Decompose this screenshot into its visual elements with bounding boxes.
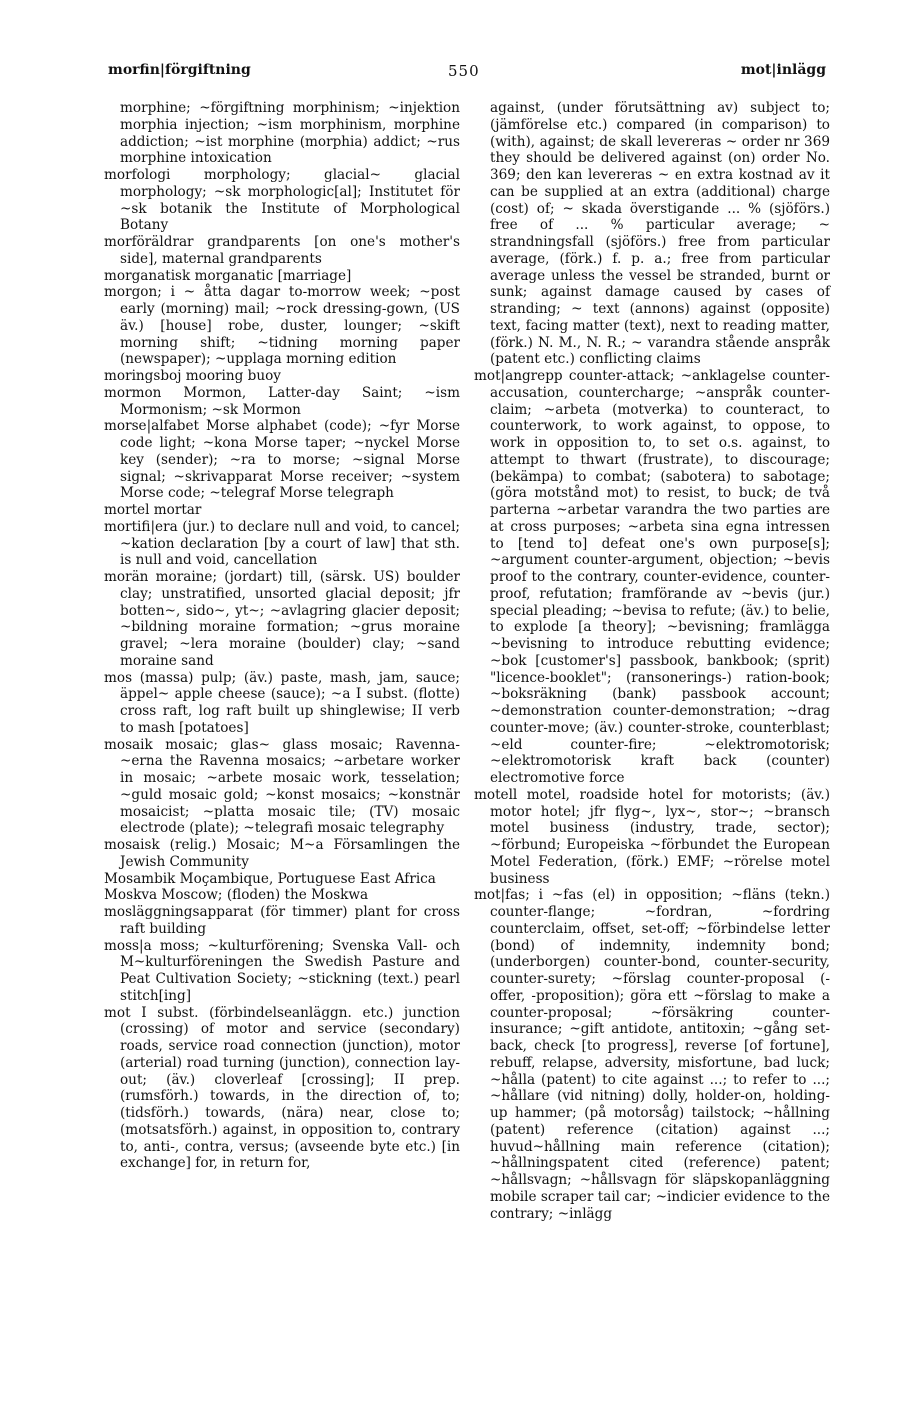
dictionary-entry: Mosambik Moçambique, Portuguese East Africa bbox=[104, 870, 436, 887]
dictionary-entry: morphine; ~förgiftning morphinism; ~injektion morphia injection; ~ism morphinism, morphine addiction; ~ist morphine (morphia) addict; ~rus morphine intoxication bbox=[120, 100, 460, 167]
dictionary-entry: morän moraine; (jordart) till, (särsk. US) boulder clay; unstratified, unsorted glacial deposit; jfr botten~, sido~, yt~; ~avlagring glacier deposit; ~bildning moraine formation; ~grus moraine gravel; ~lera moraine (boulder) clay; ~sand moraine sand bbox=[104, 569, 460, 669]
dictionary-entry: Moskva Moscow; (floden) the Moskwa bbox=[104, 887, 369, 904]
dictionary-entry: moringsboj mooring buoy bbox=[104, 368, 281, 384]
dictionary-entry: mos (massa) pulp; (äv.) paste, mash, jam, sauce; äppel~ apple cheese (sauce); ~a I subst. (flotte) cross raft, log raft built up shinglewise; II verb to mash [potatoes] bbox=[104, 669, 460, 736]
dictionary-entry: mosaik mosaic; glas~ glass mosaic; Ravenna-~erna the Ravenna mosaics; ~arbetare worker in mosaic; ~arbete mosaic work, tesselation; ~guld mosaic gold; ~konst mosaics; ~konstnär mosaicist; ~platta mosaic tile; (TV) mosaic electrode (plate); ~telegrafi mosaic telegraphy bbox=[104, 736, 460, 837]
right-running-headword: mot|inlägg bbox=[740, 62, 826, 78]
dictionary-entry: mot|angrepp counter-attack; ~anklagelse counter-accusation, countercharge; ~anspråk counter-claim; ~arbeta (motverka) to counteract, to counterwork, to work against, to oppose, to work in opposition to, to set o.s. against, to attempt to thwart (frustrate), to discourage; (bekämpa) to combat; (sabotera) to sabotage; (göra motstånd mot) to resist, to buck; de två parterna ~arbetar varandra the two parties are at cross purposes; ~arbeta sina egna intressen to [tend to] defeat one's own purpose[s]; ~argument counter-argument, objection; ~bevis proof to the contrary, counter-evidence, counter-proof, refutation; framförande av ~bevis (jur.) special pleading; ~bevisa to refute; (äv.) to belie, to explode [a theory]; ~bevisning; framlägga ~bevisning to introduce rebutting evidence; ~bok [customer's] passbook, bankbook; (sprit) "licence-booklet"; (ransonerings-) ration-book; ~boksräkning (bank) passbook account; ~demonstration counter-demonstration; ~drag counter-move; (äv.) counter-stroke, counterblast; ~eld counter-fire; ~elektromotorisk; ~elektromotorisk kraft back (counter) electromotive force bbox=[474, 368, 830, 786]
dictionary-entry: mot I subst. (förbindelseanläggn. etc.) junction (crossing) of motor and service (secondary) roads, service road connection (junction), motor (arterial) road turning (junction), connection lay-out; (äv.) cloverleaf [crossing]; II prep. (rumsförh.) towards, in the direction of, to; (tidsförh.) towards, (nära) near, close to; (motsatsförh.) against, in opposition to, contrary to, anti-, contra, versus; (avseende byte etc.) [in exchange] for, in return for, bbox=[104, 1004, 460, 1172]
dictionary-entry: morgon; i ~ åtta dagar to-morrow week; ~post early (morning) mail; ~rock dressing-gown, (US äv.) [house] robe, duster, lounger; ~skift morning shift; ~tidning morning paper (newspaper); ~upplaga morning edition bbox=[104, 284, 460, 368]
right-column bbox=[474, 100, 830, 1222]
dictionary-entry: morse|alfabet Morse alphabet (code); ~fyr Morse code light; ~kona Morse taper; ~nyckel Morse key (sender); ~ra to morse; ~signal Morse signal; ~skrivapparat Morse receiver; ~system Morse code; ~telegraf Morse telegraph bbox=[104, 418, 460, 502]
dictionary-entry: moss|a moss; ~kulturförening; Svenska Vall- och M~kulturföreningen the Swedish Pasture and Peat Cultivation Society; ~stickning (text.) pearl stitch[ing] bbox=[104, 937, 460, 1004]
dictionary-entry: motell motel, roadside hotel for motorists; (äv.) motor hotel; jfr flyg~, lyx~, stor~; ~bransch motel business (industry, trade, sector); ~förbund; Europeiska ~förbundet the European Motel Federation, (förk.) EMF; ~rörelse motel business bbox=[474, 786, 830, 887]
dictionary-entry: morföräldrar grandparents [on one's mother's side], maternal grandparents bbox=[104, 234, 460, 267]
dictionary-entry: mot|fas; i ~fas (el) in opposition; ~fläns (tekn.) counter-flange; ~fordran, ~fordring counterclaim, offset, set-off; ~förbindelse letter (bond) of indemnity, indemnity bond; (underborgen) counter-bond, counter-security, counter-surety; ~förslag counter-proposal (-offer, -proposition); göra ett ~förslag to make a counter-proposal; ~försäkring counter-insurance; ~gift antidote, antitoxin; ~gång set-back, check [to progress], reverse [of fortune], rebuff, relapse, adversity, misfortune, bad luck; ~hålla (patent) to cite against ...; to refer to ...; ~hållare (vid nitning) dolly, holder-on, holding-up hammer; (på motorsåg) tailstock; ~hållning (patent) reference (citation) against ...; huvud~hållning main reference (citation); ~hållningspatent cited (reference) patent; ~hållsvagn; ~hållsvagn för släpskopanläggning mobile scraper tail car; ~indicier evidence to the contrary; ~inlägg bbox=[474, 887, 830, 1222]
page-number: 550 bbox=[448, 62, 480, 80]
dictionary-entry: against, (under förutsättning av) subject to; (jämförelse etc.) compared (in comparison) to (with), against; de skall levereras ~ order nr 369 they should be delivered against (on) order No. 369; den kan levereras ~ en extra kostnad av it can be supplied at an extra (additional) charge (cost) of; ~ skada överstigande ... % (sjöförs.) free of ... % particular average; ~ strandningsfall (sjöförs.) free from particular average, (förk.) f. p. a.; free from particular average unless the vessel be stranded, burnt or sunk; against damage caused by cases of stranding; ~ text (annons) against (opposite) text, facing matter (text), next to reading matter, (förk.) N. M., N. R.; ~ varandra stående anspråk (patent etc.) conflicting claims bbox=[490, 100, 830, 368]
dictionary-entry: mosaisk (relig.) Mosaic; M~a Församlingen the Jewish Community bbox=[104, 837, 460, 870]
left-column bbox=[104, 100, 460, 1172]
dictionary-entry: mormon Mormon, Latter-day Saint; ~ism Mormonism; ~sk Mormon bbox=[104, 384, 460, 418]
dictionary-entry: morfologi morphology; glacial~ glacial morphology; ~sk morphologic[al]; Institutet för ~sk botanik the Institute of Morphological Botany bbox=[104, 167, 460, 234]
page-header bbox=[108, 62, 826, 84]
dictionary-entry: morganatisk morganatic [marriage] bbox=[104, 267, 352, 284]
dictionary-entry: mortifi|era (jur.) to declare null and void, to cancel; ~kation declaration [by a court of law] that sth. is null and void, cancellation bbox=[104, 518, 460, 569]
dictionary-entry: mosläggningsapparat (för timmer) plant for cross raft building bbox=[104, 904, 460, 937]
dictionary-entry: mortel mortar bbox=[104, 502, 202, 518]
left-running-headword: morfin|förgiftning bbox=[108, 62, 251, 78]
